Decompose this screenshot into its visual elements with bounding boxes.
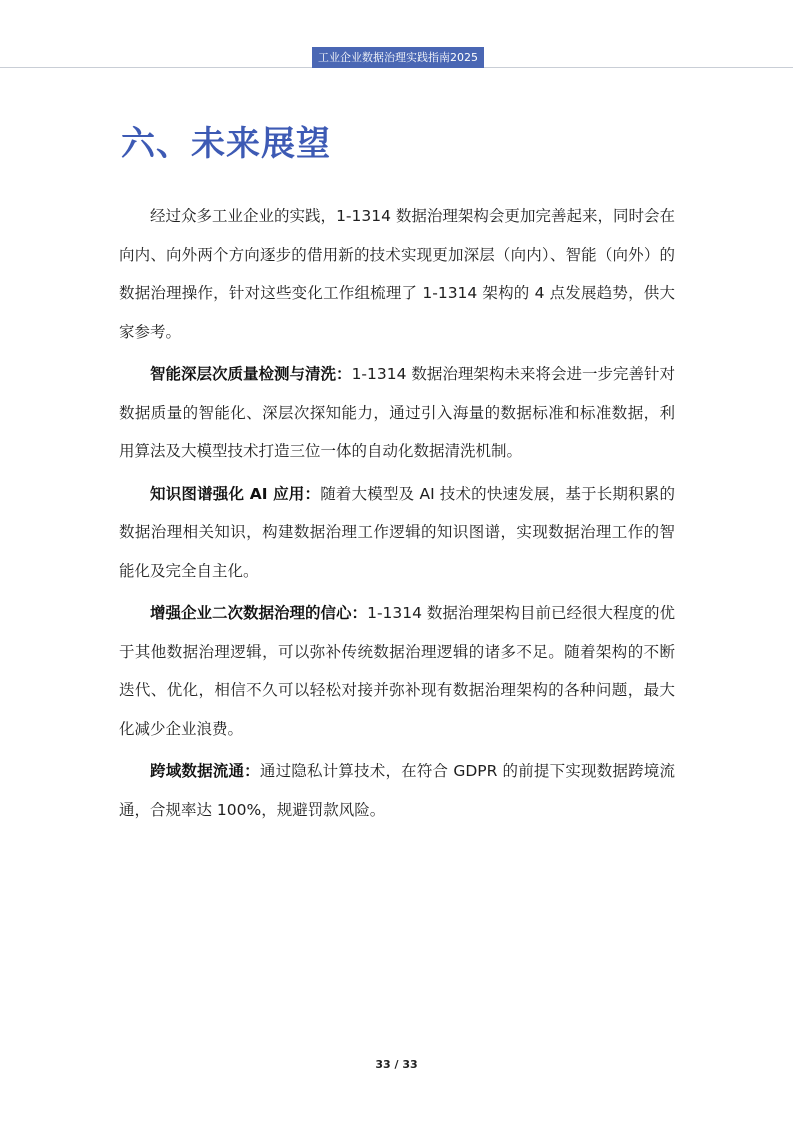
trend-heading: 智能深层次质量检测与清洗： <box>150 365 352 383</box>
trend-heading: 增强企业二次数据治理的信心： <box>150 604 368 622</box>
trend-text: 1-1314 数据治理架构未来将会进一步完善针对数据质量的智能化、深层次探知能力，通过引入海量的数据标准和标准数据，利用算法及大模型技术打造三位一体的自动化数据清洗机制。 <box>119 365 675 460</box>
trend-heading: 跨域数据流通： <box>150 762 260 780</box>
trend-paragraph-confidence <box>119 594 675 748</box>
intro-paragraph-text: 经过众多工业企业的实践，1-1314 数据治理架构会更加完善起来，同时会在向内、向外两个方向逐步的借用新的技术实现更加深层（向内）、智能（向外）的数据治理操作，针对这些变化工作组梳理了 1-1314 架构的 4 点发展趋势，供大家参考。 <box>119 207 675 341</box>
intro-paragraph <box>119 197 675 351</box>
page-number: 33 / 33 <box>375 1058 418 1071</box>
section-title: 六、未来展望 <box>121 124 331 164</box>
trend-paragraph-knowledge-graph <box>119 475 675 591</box>
trend-paragraph-cross-domain <box>119 752 675 829</box>
body-content <box>119 197 675 833</box>
trend-heading: 知识图谱强化 AI 应用： <box>150 484 321 503</box>
trend-text: 通过隐私计算技术，在符合 GDPR 的前提下实现数据跨境流通，合规率达 100%，规避罚款风险。 <box>119 762 675 819</box>
trend-text: 随着大模型及 AI 技术的快速发展，基于长期积累的数据治理相关知识，构建数据治理工作逻辑的知识图谱，实现数据治理工作的智能化及完全自主化。 <box>119 484 676 580</box>
header-document-title: 工业企业数据治理实践指南2025 <box>312 47 484 68</box>
trend-paragraph-quality-cleaning <box>119 355 675 471</box>
trend-text: 1-1314 数据治理架构目前已经很大程度的优于其他数据治理逻辑，可以弥补传统数据治理逻辑的诸多不足。随着架构的不断迭代、优化，相信不久可以轻松对接并弥补现有数据治理架构的各种问题，最大化减少企业浪费。 <box>119 604 675 738</box>
